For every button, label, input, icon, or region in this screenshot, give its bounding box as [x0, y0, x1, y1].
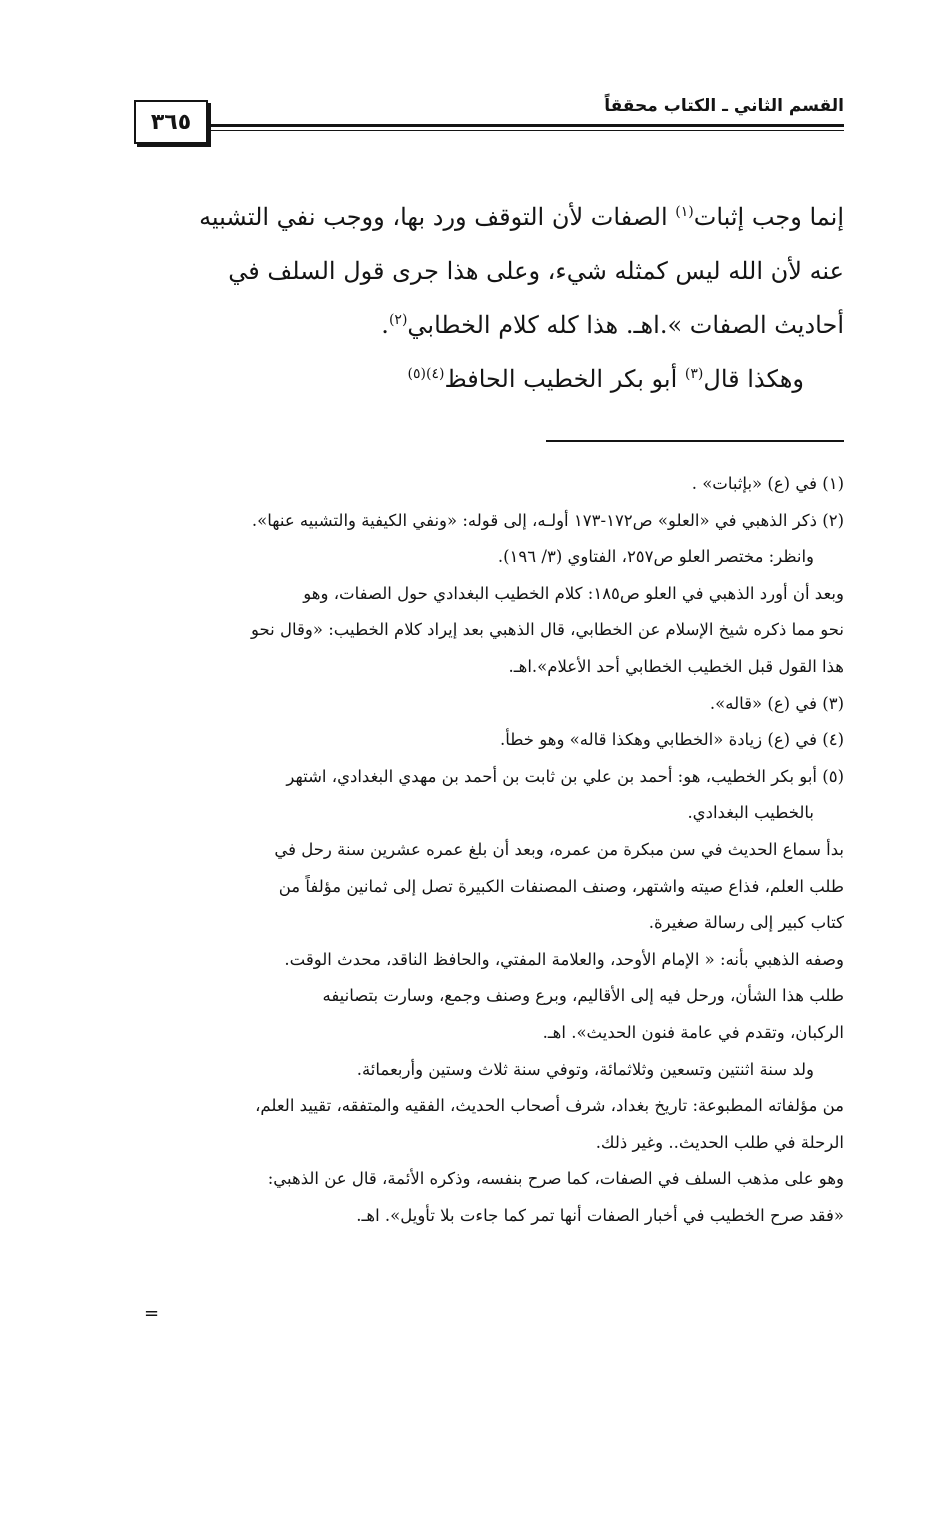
footnote-line: (١) في (ع) «بإثبات» . — [691, 474, 844, 493]
body-line — [134, 298, 844, 352]
footnote-line: كتاب كبير إلى رسالة صغيرة. — [648, 913, 844, 933]
page-number: ٣٦٥ — [134, 100, 208, 144]
footnote-line: ولد سنة اثنتين وتسعين وثلاثمائة، وتوفي سنة ثلاث وستين وأربعمائة. — [356, 1059, 814, 1079]
main-text — [134, 190, 844, 406]
footnote-line: بالخطيب البغدادي. — [687, 803, 814, 823]
body-text-segment: أحاديث الصفات ».اهـ. هذا كله كلام الخطابي — [407, 311, 844, 339]
footnote-line: طلب هذا الشأن، ورحل فيه إلى الأقاليم، وبرع وصنف وجمع، وسارت بتصانيفه — [322, 986, 844, 1006]
body-text-segment: أبو بكر الخطيب الحافظ — [444, 365, 685, 393]
body-text-segment: الصفات لأن التوقف ورد بها، ووجب نفي التشبيه — [199, 203, 676, 231]
footnote-ref: (٢) — [388, 312, 408, 328]
header-rule-thin — [208, 130, 844, 131]
footnote-separator — [546, 440, 844, 442]
body-text-segment: وهكذا قال — [703, 365, 804, 393]
footnote-line: بدأ سماع الحديث في سن مبكرة من عمره، وبعد أن بلغ عمره عشرين سنة رحل في — [274, 839, 844, 859]
header-rule — [208, 124, 844, 127]
footnote-line: (٤) في (ع) زيادة «الخطابي وهكذا قاله» وهو خطأ. — [499, 730, 844, 750]
footnote-line: من مؤلفاته المطبوعة: تاريخ بغداد، شرف أصحاب الحديث، الفقيه والمتفقه، تقييد العلم، — [255, 1096, 844, 1116]
footnotes — [134, 466, 844, 1234]
footnote-line: وانظر: مختصر العلو ص٢٥٧، الفتاوي (٣/ ١٩٦). — [497, 547, 814, 567]
running-title: القسم الثاني ـ الكتاب محققاً — [604, 96, 844, 116]
body-text-segment: إنما وجب إثبات — [693, 203, 844, 231]
body-line — [134, 352, 844, 406]
footnote-line: (٣) في (ع) «قاله». — [709, 693, 844, 713]
footnote-line: (٥) أبو بكر الخطيب، هو: أحمد بن علي بن ثابت بن أحمد بن مهدي البغدادي، اشتهر — [286, 766, 844, 786]
footnote-line: وصفه الذهبي بأنه: « الإمام الأوحد، والعلامة المفتي، والحافظ الناقد، محدث الوقت. — [284, 949, 844, 969]
footnote-line: وبعد أن أورد الذهبي في العلو ص١٨٥: كلام الخطيب البغدادي حول الصفات، وهو — [303, 583, 844, 603]
footnote-line: «فقد صرح الخطيب في أخبار الصفات أنها تمر كما جاءت بلا تأويل». اهـ. — [356, 1205, 844, 1225]
footnote-line: الركبان، وتقدم في عامة فنون الحديث». اهـ. — [542, 1022, 844, 1042]
footnote-line: (٢) ذكر الذهبي في «العلو» ص١٧٢-١٧٣ أولـه، إلى قوله: «ونفي الكيفية والتشبيه عنها». — [251, 510, 844, 530]
continuation-mark: = — [144, 1303, 160, 1324]
page-header — [134, 96, 844, 148]
footnote-line: الرحلة في طلب الحديث.. وغير ذلك. — [595, 1132, 844, 1152]
footnote-ref: (٣) — [684, 366, 704, 382]
body-line — [134, 190, 844, 244]
footnote-line: وهو على مذهب السلف في الصفات، كما صرح بنفسه، وذكره الأئمة، قال عن الذهبي: — [267, 1169, 844, 1189]
footnote-line: طلب العلم، فذاع صيته واشتهر، وصنف المصنفات الكبيرة تصل إلى ثمانين مؤلفاً من — [278, 876, 844, 896]
footnote-ref: (١) — [675, 204, 694, 220]
body-line: عنه لأن الله ليس كمثله شيء، وعلى هذا جرى قول السلف في — [228, 257, 844, 285]
footnote-line: هذا القول قبل الخطيب الخطابي أحد الأعلام».اهـ. — [508, 656, 844, 676]
footnote-line: نحو مما ذكره شيخ الإسلام عن الخطابي، قال الذهبي بعد إيراد كلام الخطيب: «وقال نحو — [250, 620, 844, 640]
footnote-ref: (٤)(٥) — [407, 366, 445, 382]
body-text-segment: . — [381, 311, 389, 339]
